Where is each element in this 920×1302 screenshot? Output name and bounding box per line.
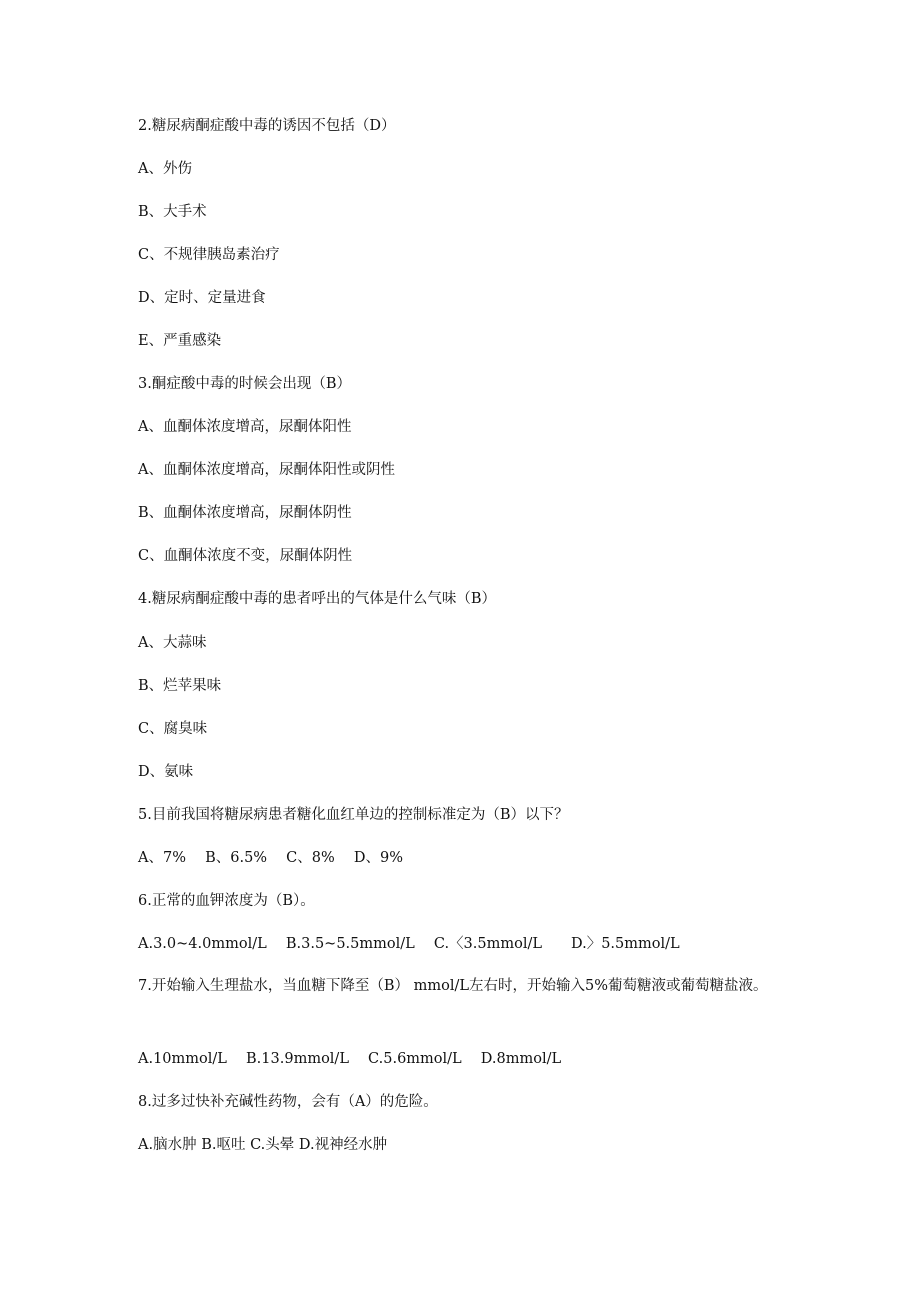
- question-4-option-a: A、大蒜味: [138, 635, 207, 651]
- question-3-option-b: B、血酮体浓度增高，尿酮体阴性: [138, 505, 352, 521]
- question-6-text: 6.正常的血钾浓度为（B）。: [138, 893, 315, 909]
- question-8-options: A.脑水肿 B.呕吐 C.头晕 D.视神经水肿: [138, 1137, 388, 1153]
- question-2-option-b: B、大手术: [138, 204, 207, 220]
- question-3-text: 3.酮症酸中毒的时候会出现（B）: [138, 376, 351, 392]
- question-2-option-a: A、外伤: [138, 161, 192, 177]
- question-7-text: 7.开始输入生理盐水，当血糖下降至（B） mmol/L左右时，开始输入5%葡萄糖液或葡萄糖盐液。: [138, 978, 768, 994]
- question-3-option-c: C、血酮体浓度不变，尿酮体阴性: [138, 548, 353, 564]
- question-2-option-e: E、严重感染: [138, 333, 222, 349]
- question-5-options: A、7% B、6.5% C、8% D、9%: [138, 850, 404, 866]
- question-3-option-a1: A、血酮体浓度增高，尿酮体阳性: [138, 419, 352, 435]
- question-8-text: 8.过多过快补充碱性药物，会有（A）的危险。: [138, 1094, 438, 1110]
- question-4-option-d: D、氨味: [138, 764, 194, 780]
- question-6-options: A.3.0~4.0mmol/L B.3.5~5.5mmol/L C.〈3.5mmol/L D.〉5.5mmol/L: [138, 936, 680, 952]
- question-5-text: 5.目前我国将糖尿病患者糖化血红单边的控制标准定为（B）以下？: [138, 807, 569, 823]
- question-3-option-a2: A、血酮体浓度增高，尿酮体阳性或阴性: [138, 462, 395, 478]
- question-4-option-b: B、烂苹果味: [138, 678, 222, 694]
- question-7-options: A.10mmol/L B.13.9mmol/L C.5.6mmol/L D.8mmol/L: [138, 1051, 562, 1067]
- question-4-option-c: C、腐臭味: [138, 721, 208, 737]
- question-4-text: 4.糖尿病酮症酸中毒的患者呼出的气体是什么气味（B）: [138, 591, 496, 607]
- question-2-option-d: D、定时、定量进食: [138, 290, 266, 306]
- question-2-option-c: C、不规律胰岛素治疗: [138, 247, 280, 263]
- question-2-text: 2.糖尿病酮症酸中毒的诱因不包括（D）: [138, 118, 396, 134]
